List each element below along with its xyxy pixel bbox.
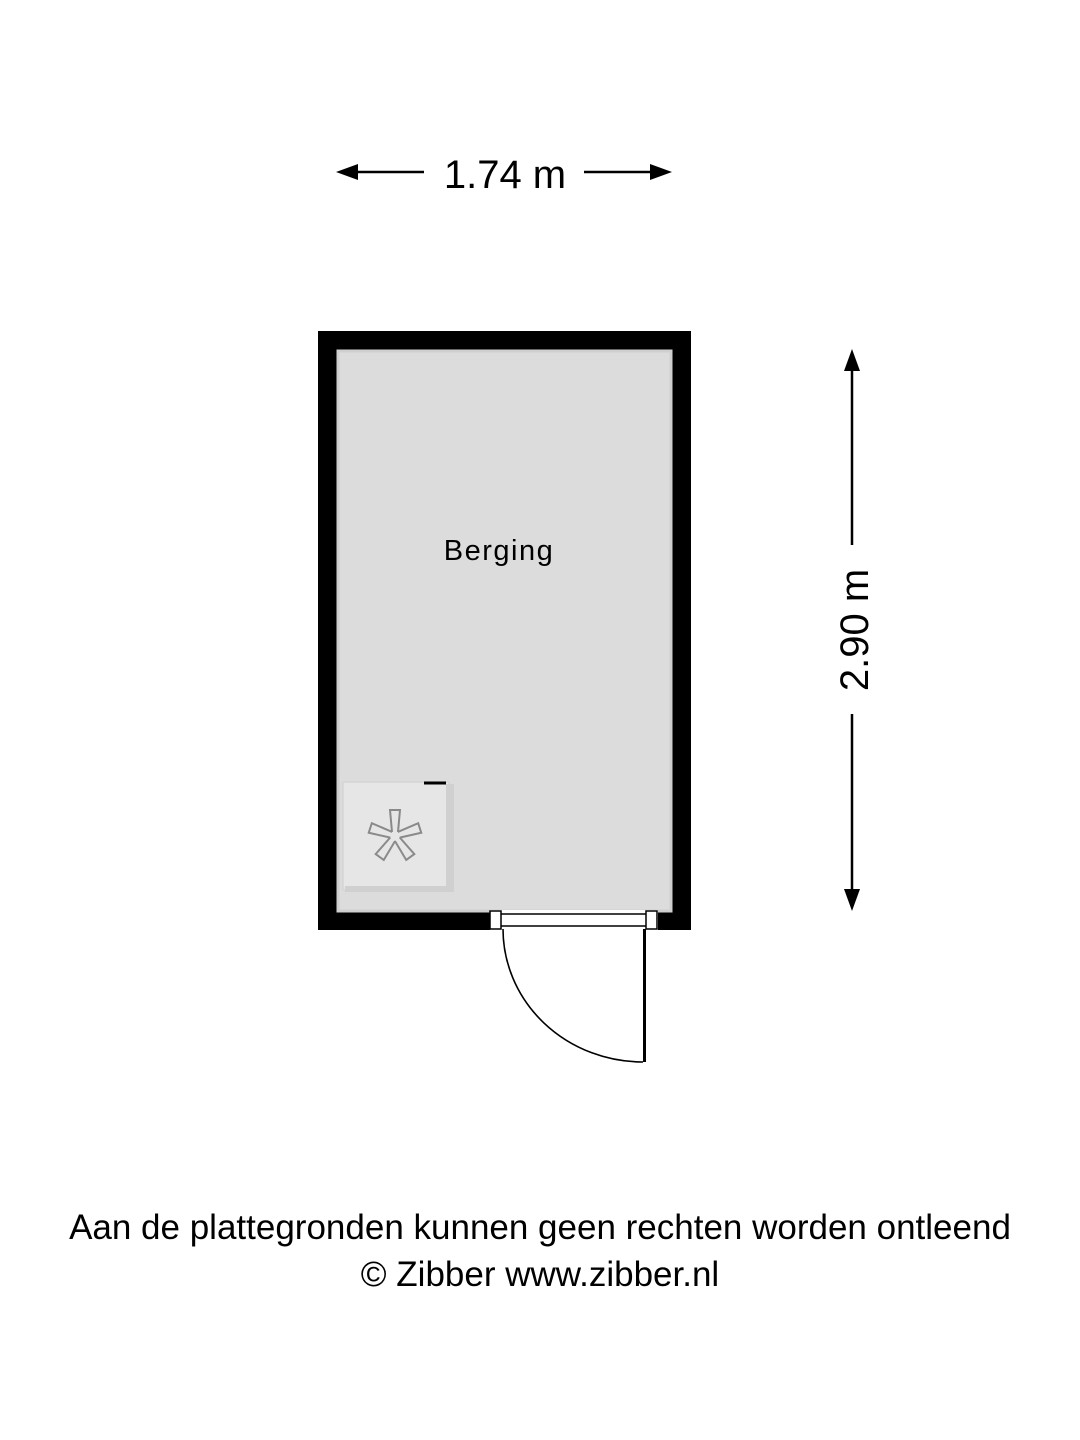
door-leaf [643,929,646,1062]
copyright-text: © Zibber www.zibber.nl [360,1255,720,1294]
height-dimension [833,349,877,911]
height-dimension-label: 2.90 m [833,568,877,692]
disclaimer-text: Aan de plattegronden kunnen geen rechten worden ontleend [69,1208,1011,1247]
room-label: Berging [443,535,555,567]
door-swing-icon [503,929,643,1062]
washing-machine-icon [343,782,454,892]
footer [0,1204,1080,1298]
door [490,910,658,1062]
width-dimension [336,153,672,197]
width-dimension-label: 1.74 m [443,153,567,197]
